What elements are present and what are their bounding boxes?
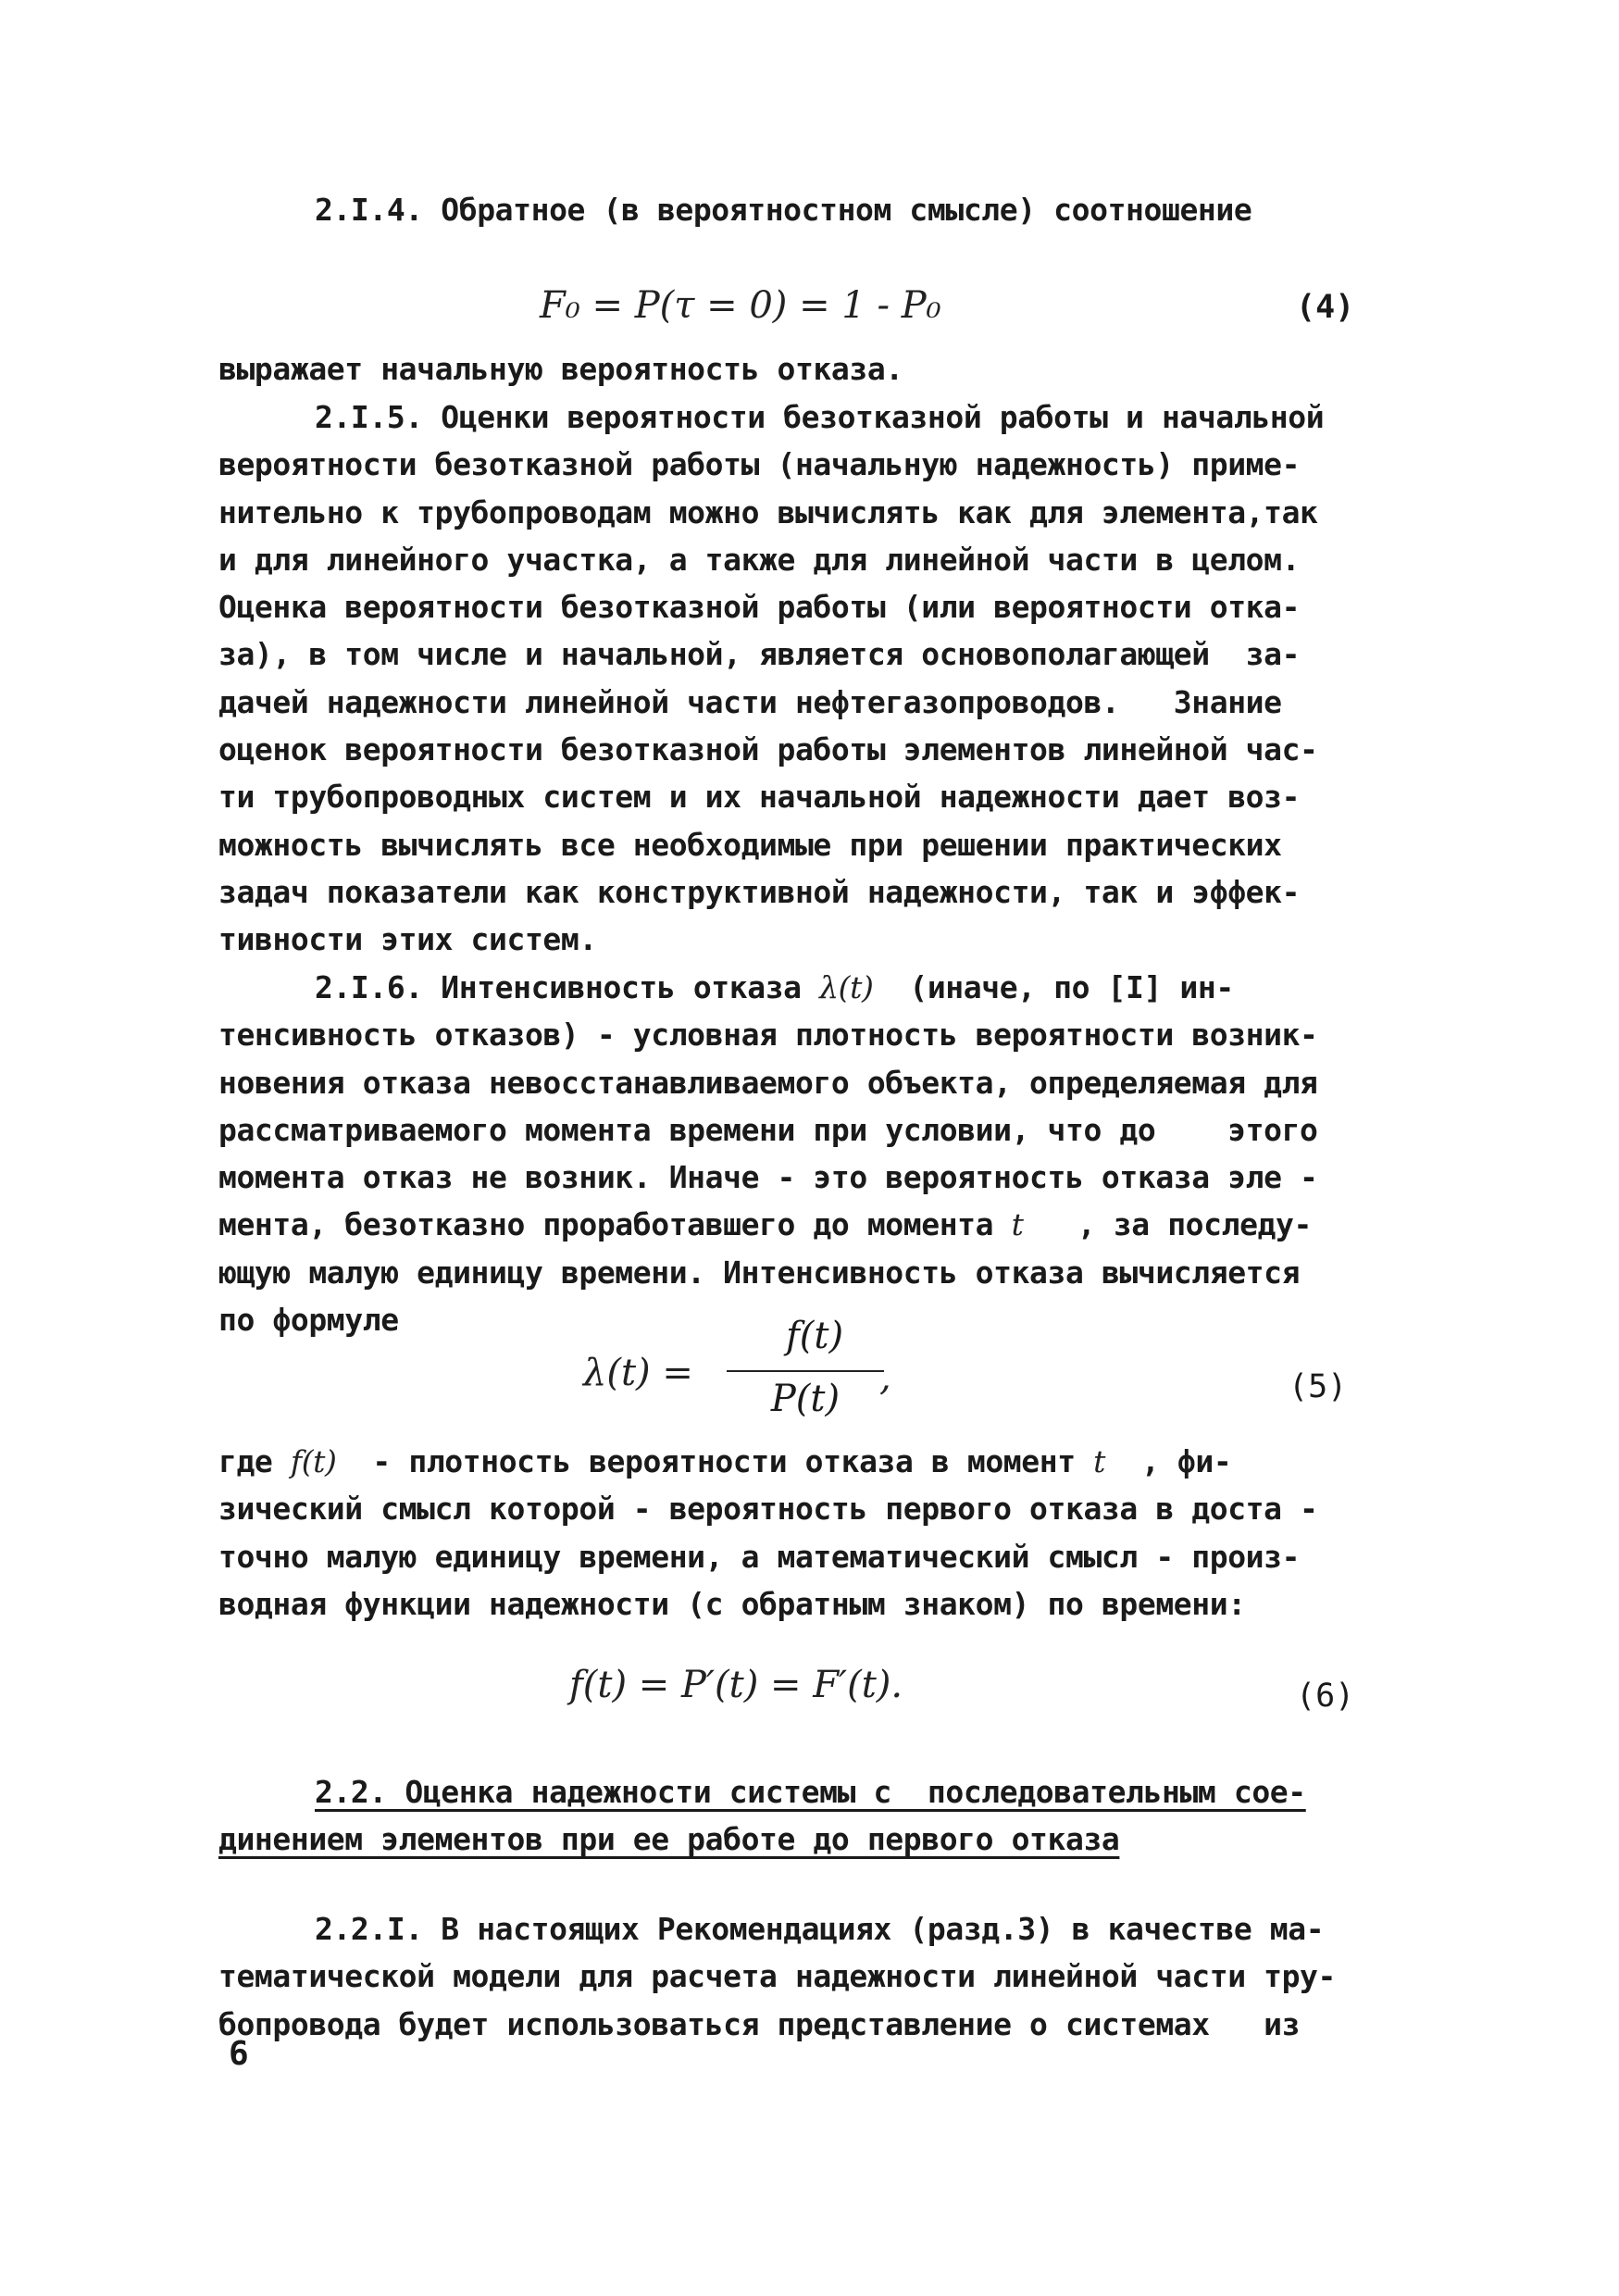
- text-line: 2.2.I. В настоящих Рекомендациях (разд.3) в качестве ма-: [315, 1911, 1325, 1947]
- text-line: по формуле: [218, 1302, 399, 1339]
- paragraph-2-1-5: [218, 393, 1413, 964]
- text-fragment: - плотность вероятности отказа в момент: [336, 1443, 1094, 1479]
- text-line: [218, 1438, 1413, 1485]
- paragraph-2-1-4-tail: [218, 345, 1413, 393]
- text-line: [218, 964, 1413, 1011]
- text-line: ти трубопроводных систем и их начальной надежности дает воз-: [218, 779, 1301, 816]
- paragraph-2-2-1: [218, 1905, 1413, 2048]
- text-line: нительно к трубопроводам можно вычислять как для элемента,так: [218, 493, 1318, 530]
- paragraph-2-1-4: [218, 186, 1413, 233]
- text-line: водная функции надежности (с обратным знаком) по времени:: [218, 1585, 1246, 1622]
- text-line: ющую малую единицу времени. Интенсивность отказа вычисляется: [218, 1254, 1301, 1291]
- equation-5-numerator: f(t): [785, 1315, 844, 1357]
- t-symbol: t: [1011, 1206, 1024, 1243]
- text-line: оценок вероятности безотказной работы элементов линейной час-: [218, 731, 1318, 768]
- page-number: 6: [229, 2035, 249, 2073]
- equation-5-number: (5): [1289, 1368, 1348, 1405]
- text-line: тивности этих систем.: [218, 921, 597, 958]
- text-fragment: (иначе, по [I] ин-: [873, 969, 1234, 1005]
- equation-5-comma: ,: [879, 1356, 891, 1399]
- t-symbol: t: [1093, 1443, 1106, 1479]
- lambda-symbol: λ(t): [819, 969, 874, 1005]
- equation-5-lhs: λ(t) =: [583, 1352, 693, 1394]
- section-heading-2-2: [218, 1768, 1413, 1864]
- text-line: Оценка вероятности безотказной работы (или вероятности отка-: [218, 589, 1301, 626]
- f-symbol: f(t): [290, 1443, 337, 1479]
- text-line: тенсивность отказов) - условная плотность вероятности возник-: [218, 1017, 1318, 1054]
- text-line: выражает начальную вероятность отказа.: [218, 351, 903, 387]
- paragraph-2-1-6: [218, 964, 1413, 1343]
- equation-6-number: (6): [1296, 1678, 1355, 1715]
- text-line: дачей надежности линейной части нефтегазопроводов. Знание: [218, 683, 1282, 720]
- text-line: за), в том числе и начальной, является основополагающей за-: [218, 636, 1301, 673]
- text-line: [218, 1201, 1413, 1248]
- text-line: вероятности безотказной работы (начальную надежность) приме-: [218, 446, 1301, 483]
- text-fragment: где: [218, 1443, 291, 1479]
- equation-4: F₀ = P(τ = 0) = 1 - P₀: [540, 284, 941, 327]
- text-line: рассматриваемого момента времени при условии, что до этого: [218, 1111, 1318, 1148]
- paragraph-where: [218, 1438, 1413, 1628]
- text-fragment: 2.I.6. Интенсивность отказа: [315, 969, 820, 1005]
- text-line: тематической модели для расчета надежности линейной части тру-: [218, 1958, 1336, 1995]
- section-heading-line: динением элементов при ее работе до первого отказа: [218, 1821, 1120, 1858]
- text-fragment: мента, безотказно проработавшего до момента: [218, 1206, 1012, 1243]
- equation-4-number: (4): [1296, 289, 1355, 326]
- text-line: задач показатели как конструктивной надежности, так и эффек-: [218, 873, 1301, 910]
- text-line: 2.I.5. Оценки вероятности безотказной работы и начальной: [315, 399, 1325, 435]
- text-line: точно малую единицу времени, а математический смысл - произ-: [218, 1538, 1301, 1575]
- text-fragment: , фи-: [1105, 1443, 1232, 1479]
- section-heading-line: 2.2. Оценка надежности системы с последовательным сое-: [315, 1774, 1306, 1810]
- text-line: зический смысл которой - вероятность первого отказа в доста -: [218, 1491, 1318, 1528]
- text-line: бопровода будет использоваться представление о системах из: [218, 2005, 1301, 2042]
- fraction-bar: [727, 1370, 884, 1372]
- text-fragment: , за последу-: [1023, 1206, 1312, 1243]
- text-line: 2.I.4. Обратное (в вероятностном смысле) соотношение: [315, 192, 1252, 228]
- text-line: момента отказ не возник. Иначе - это вероятность отказа эле -: [218, 1159, 1318, 1196]
- text-line: новения отказа невосстанавливаемого объекта, определяемая для: [218, 1064, 1318, 1101]
- text-line: и для линейного участка, а также для линейной части в целом.: [218, 541, 1301, 578]
- equation-6: f(t) = P′(t) = F′(t).: [569, 1664, 903, 1706]
- text-line: можность вычислять все необходимые при решении практических: [218, 826, 1282, 863]
- equation-5-denominator: P(t): [770, 1378, 841, 1420]
